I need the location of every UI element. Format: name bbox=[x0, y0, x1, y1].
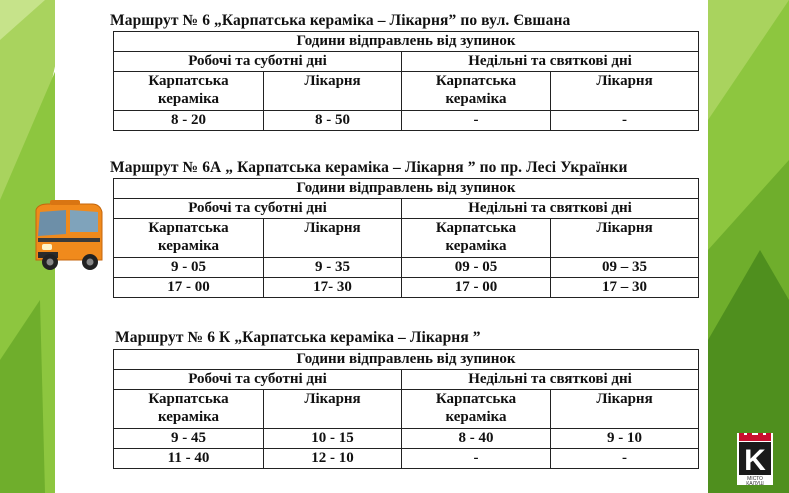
departure-time: 17 - 00 bbox=[114, 278, 264, 298]
stop-likarnia: Лікарня bbox=[551, 219, 699, 258]
workdays-header: Робочі та суботні дні bbox=[114, 370, 402, 390]
schedule-header: Години відправлень від зупинок bbox=[114, 350, 699, 370]
holidays-header: Недільні та святкові дні bbox=[402, 199, 699, 219]
departure-time: 09 – 35 bbox=[551, 258, 699, 278]
bus-icon bbox=[30, 200, 106, 272]
departure-time: 17 - 00 bbox=[402, 278, 551, 298]
stop-karpatska-keramika: Карпатська кераміка bbox=[114, 219, 264, 258]
route-6-title: Маршрут № 6 „Карпатська кераміка – Лікарня” по вул. Євшана bbox=[110, 12, 571, 29]
stop-karpatska-keramika: Карпатська кераміка bbox=[114, 72, 264, 111]
table-row bbox=[114, 111, 699, 131]
departure-time: 9 - 45 bbox=[114, 429, 264, 449]
departure-time: - bbox=[551, 111, 699, 131]
departure-time: - bbox=[551, 449, 699, 469]
departure-time: 8 - 40 bbox=[402, 429, 551, 449]
schedule-header: Години відправлень від зупинок bbox=[114, 179, 699, 199]
stop-karpatska-keramika: Карпатська кераміка bbox=[114, 390, 264, 429]
stop-likarnia: Лікарня bbox=[551, 390, 699, 429]
route-6a-schedule-table bbox=[113, 178, 699, 298]
table-row bbox=[114, 429, 699, 449]
stop-likarnia: Лікарня bbox=[551, 72, 699, 111]
stop-karpatska-keramika: Карпатська кераміка bbox=[402, 72, 551, 111]
departure-time: 17 – 30 bbox=[551, 278, 699, 298]
departure-time: - bbox=[402, 449, 551, 469]
logo-caption-line1: МІСТО bbox=[747, 476, 763, 482]
departure-time: 09 - 05 bbox=[402, 258, 551, 278]
stop-likarnia: Лікарня bbox=[264, 72, 402, 111]
stop-likarnia: Лікарня bbox=[264, 219, 402, 258]
logo-letter: K bbox=[744, 444, 766, 477]
stop-karpatska-keramika: Карпатська кераміка bbox=[402, 390, 551, 429]
route-6k-title: Маршрут № 6 К „Карпатська кераміка – Лікарня ” bbox=[115, 329, 481, 346]
route-6-schedule-table bbox=[113, 31, 699, 131]
stop-likarnia: Лікарня bbox=[264, 390, 402, 429]
city-kalush-logo bbox=[737, 433, 773, 485]
route-6a-title: Маршрут № 6А „ Карпатська кераміка – Лікарня ” по пр. Лесі Українки bbox=[110, 159, 628, 176]
workdays-header: Робочі та суботні дні bbox=[114, 199, 402, 219]
table-row bbox=[114, 258, 699, 278]
departure-time: 8 - 20 bbox=[114, 111, 264, 131]
table-row bbox=[114, 278, 699, 298]
route-6k-schedule-table bbox=[113, 349, 699, 469]
workdays-header: Робочі та суботні дні bbox=[114, 52, 402, 72]
table-row bbox=[114, 449, 699, 469]
departure-time: 17- 30 bbox=[264, 278, 402, 298]
logo-caption-line2: КАЛУШ bbox=[746, 481, 764, 485]
departure-time: 12 - 10 bbox=[264, 449, 402, 469]
stop-karpatska-keramika: Карпатська кераміка bbox=[402, 219, 551, 258]
holidays-header: Недільні та святкові дні bbox=[402, 52, 699, 72]
holidays-header: Недільні та святкові дні bbox=[402, 370, 699, 390]
departure-time: 10 - 15 bbox=[264, 429, 402, 449]
schedule-header: Години відправлень від зупинок bbox=[114, 32, 699, 52]
departure-time: 9 - 10 bbox=[551, 429, 699, 449]
departure-time: 9 - 35 bbox=[264, 258, 402, 278]
departure-time: 9 - 05 bbox=[114, 258, 264, 278]
departure-time: - bbox=[402, 111, 551, 131]
departure-time: 11 - 40 bbox=[114, 449, 264, 469]
departure-time: 8 - 50 bbox=[264, 111, 402, 131]
